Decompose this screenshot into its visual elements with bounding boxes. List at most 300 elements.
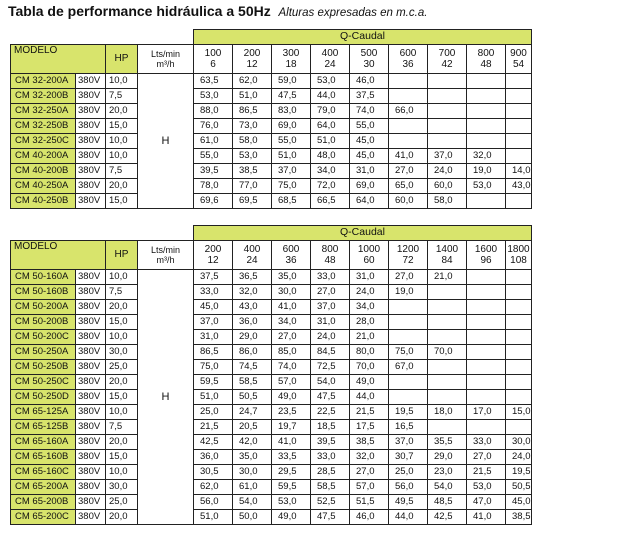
- head-value-cell: [467, 359, 506, 374]
- head-value-cell: 56,0: [194, 494, 233, 509]
- head-value-cell: 55,0: [272, 133, 311, 148]
- head-value-cell: [428, 299, 467, 314]
- head-value-cell: 75,0: [389, 344, 428, 359]
- model-cell: CM 32-200A: [11, 73, 76, 88]
- voltage-cell: 380V: [76, 344, 106, 359]
- model-cell: CM 40-200B: [11, 163, 76, 178]
- head-value-cell: 52,5: [311, 494, 350, 509]
- table-row: [11, 374, 532, 389]
- flow-m3h: 54: [512, 58, 525, 70]
- flow-header: [428, 240, 467, 269]
- head-value-cell: 28,0: [350, 314, 389, 329]
- flow-lts: 500: [360, 47, 378, 59]
- head-value-cell: 47,0: [467, 494, 506, 509]
- lts-min-label: Lts/min: [150, 48, 180, 59]
- hp-cell: 15,0: [106, 449, 138, 464]
- model-cell: CM 50-250B: [11, 359, 76, 374]
- head-value-cell: 60,0: [428, 178, 467, 193]
- head-value-cell: 36,0: [233, 314, 272, 329]
- head-value-cell: 22,5: [311, 404, 350, 419]
- head-value-cell: 66,5: [311, 193, 350, 208]
- head-value-cell: 41,0: [467, 509, 506, 524]
- model-column-header: MODELO: [11, 240, 106, 269]
- model-cell: CM 40-250A: [11, 178, 76, 193]
- model-cell: CM 65-200C: [11, 509, 76, 524]
- model-cell: CM 50-200B: [11, 314, 76, 329]
- flow-header: [311, 44, 350, 73]
- flow-lts: 600: [399, 47, 417, 59]
- head-value-cell: 78,0: [194, 178, 233, 193]
- head-value-cell: [428, 133, 467, 148]
- voltage-cell: 380V: [76, 269, 106, 284]
- head-value-cell: 69,0: [272, 118, 311, 133]
- head-value-cell: 76,0: [194, 118, 233, 133]
- flow-m3h: 6: [210, 58, 216, 70]
- head-value-cell: 62,0: [233, 73, 272, 88]
- head-value-cell: 51,0: [311, 133, 350, 148]
- flow-m3h: 12: [246, 58, 258, 70]
- table-row: [11, 299, 532, 314]
- head-value-cell: 39,5: [311, 434, 350, 449]
- head-value-cell: 38,5: [233, 163, 272, 178]
- head-value-cell: 60,0: [389, 193, 428, 208]
- model-cell: CM 65-125B: [11, 419, 76, 434]
- head-value-cell: 18,5: [311, 419, 350, 434]
- head-value-cell: 79,0: [311, 103, 350, 118]
- head-value-cell: 23,5: [272, 404, 311, 419]
- model-cell: CM 50-250C: [11, 374, 76, 389]
- head-value-cell: 85,0: [272, 344, 311, 359]
- flow-lts: 100: [204, 47, 222, 59]
- head-value-cell: 51,5: [350, 494, 389, 509]
- hp-cell: 20,0: [106, 299, 138, 314]
- m3h-label: m³/h: [156, 254, 175, 265]
- head-value-cell: 38,5: [350, 434, 389, 449]
- flow-lts: 200: [204, 243, 222, 255]
- model-cell: CM 50-200C: [11, 329, 76, 344]
- flow-m3h: 72: [402, 254, 414, 266]
- head-value-cell: 31,0: [350, 163, 389, 178]
- head-value-cell: 51,0: [194, 389, 233, 404]
- flow-m3h: 36: [285, 254, 297, 266]
- flow-m3h: 12: [207, 254, 219, 266]
- head-value-cell: 34,0: [272, 314, 311, 329]
- voltage-cell: 380V: [76, 479, 106, 494]
- table-row: [11, 479, 532, 494]
- hp-cell: 10,0: [106, 329, 138, 344]
- head-value-cell: 27,0: [467, 449, 506, 464]
- head-value-cell: [506, 344, 532, 359]
- head-value-cell: 21,5: [467, 464, 506, 479]
- head-value-cell: 19,5: [506, 464, 532, 479]
- head-value-cell: [467, 389, 506, 404]
- head-value-cell: 66,0: [389, 103, 428, 118]
- head-value-cell: 53,0: [194, 88, 233, 103]
- flow-header: [389, 240, 428, 269]
- head-value-cell: 36,5: [233, 269, 272, 284]
- page-title: [8, 3, 427, 19]
- flow-header: [506, 44, 532, 73]
- performance-table-2: [10, 225, 532, 525]
- head-value-cell: 74,0: [350, 103, 389, 118]
- flow-m3h: 48: [324, 254, 336, 266]
- head-value-cell: 37,0: [311, 299, 350, 314]
- head-value-cell: 64,0: [311, 118, 350, 133]
- head-value-cell: 37,0: [428, 148, 467, 163]
- hp-cell: 10,0: [106, 73, 138, 88]
- head-value-cell: 21,5: [350, 404, 389, 419]
- head-value-cell: 41,0: [272, 299, 311, 314]
- head-value-cell: 30,0: [233, 464, 272, 479]
- head-value-cell: 37,5: [350, 88, 389, 103]
- model-cell: CM 65-125A: [11, 404, 76, 419]
- head-value-cell: 27,0: [311, 284, 350, 299]
- head-value-cell: [428, 314, 467, 329]
- head-value-cell: 34,0: [350, 299, 389, 314]
- table-row: [11, 103, 532, 118]
- head-value-cell: 57,0: [272, 374, 311, 389]
- head-value-cell: 17,0: [467, 404, 506, 419]
- flow-m3h: 48: [480, 58, 492, 70]
- head-value-cell: 46,0: [350, 509, 389, 524]
- flow-lts: 1400: [435, 243, 459, 255]
- head-value-cell: [467, 374, 506, 389]
- head-value-cell: [506, 374, 532, 389]
- flow-header: [428, 44, 467, 73]
- head-value-cell: 45,0: [506, 494, 532, 509]
- flow-header: [467, 44, 506, 73]
- head-value-cell: 31,0: [194, 329, 233, 344]
- voltage-cell: 380V: [76, 73, 106, 88]
- head-value-cell: 43,0: [506, 178, 532, 193]
- head-value-cell: 30,0: [506, 434, 532, 449]
- head-value-cell: 50,0: [233, 509, 272, 524]
- h-label: H: [138, 73, 194, 208]
- head-value-cell: 45,0: [350, 148, 389, 163]
- flow-header: [506, 240, 532, 269]
- head-value-cell: 24,0: [428, 163, 467, 178]
- head-value-cell: 23,0: [428, 464, 467, 479]
- head-value-cell: 58,0: [233, 133, 272, 148]
- voltage-cell: 380V: [76, 374, 106, 389]
- head-value-cell: 47,5: [311, 509, 350, 524]
- head-value-cell: 24,7: [233, 404, 272, 419]
- model-cell: CM 65-200A: [11, 479, 76, 494]
- head-value-cell: 31,0: [350, 269, 389, 284]
- head-value-cell: 69,5: [233, 193, 272, 208]
- flow-unit-header: [138, 44, 194, 73]
- table-row: [11, 419, 532, 434]
- head-value-cell: 70,0: [350, 359, 389, 374]
- flow-m3h: 96: [480, 254, 492, 266]
- head-value-cell: 62,0: [194, 479, 233, 494]
- voltage-cell: 380V: [76, 404, 106, 419]
- head-value-cell: 21,5: [194, 419, 233, 434]
- head-value-cell: 41,0: [272, 434, 311, 449]
- head-value-cell: 83,0: [272, 103, 311, 118]
- head-value-cell: 33,0: [311, 449, 350, 464]
- head-value-cell: 33,0: [467, 434, 506, 449]
- flow-lts: 800: [321, 243, 339, 255]
- head-value-cell: 69,0: [350, 178, 389, 193]
- title-main: Tabla de performance hidráulica a 50Hz: [8, 3, 271, 19]
- head-value-cell: 42,5: [428, 509, 467, 524]
- head-value-cell: [389, 374, 428, 389]
- flow-header: [467, 240, 506, 269]
- hp-cell: 15,0: [106, 193, 138, 208]
- hp-cell: 30,0: [106, 344, 138, 359]
- flow-lts: 400: [243, 243, 261, 255]
- flow-header: [350, 44, 389, 73]
- head-value-cell: [467, 118, 506, 133]
- head-value-cell: 16,5: [389, 419, 428, 434]
- table-row: [11, 133, 532, 148]
- hp-cell: 20,0: [106, 178, 138, 193]
- hp-cell: 15,0: [106, 314, 138, 329]
- flow-header: [194, 240, 233, 269]
- voltage-cell: 380V: [76, 88, 106, 103]
- head-value-cell: 51,0: [272, 148, 311, 163]
- table-row: [11, 284, 532, 299]
- head-value-cell: 53,0: [311, 73, 350, 88]
- head-value-cell: 45,0: [350, 133, 389, 148]
- head-value-cell: 30,0: [272, 284, 311, 299]
- head-value-cell: 34,0: [311, 163, 350, 178]
- flow-m3h: 36: [402, 58, 414, 70]
- head-value-cell: 75,0: [194, 359, 233, 374]
- table-row: [11, 163, 532, 178]
- head-value-cell: [389, 118, 428, 133]
- head-value-cell: [428, 284, 467, 299]
- head-value-cell: 53,0: [467, 479, 506, 494]
- header-spacer: [11, 226, 194, 241]
- head-value-cell: 41,0: [389, 148, 428, 163]
- head-value-cell: [428, 374, 467, 389]
- head-value-cell: 44,0: [311, 88, 350, 103]
- head-value-cell: 27,0: [389, 163, 428, 178]
- head-value-cell: 19,0: [389, 284, 428, 299]
- column-header-row: [11, 240, 532, 269]
- hp-cell: 25,0: [106, 359, 138, 374]
- table-row: [11, 269, 532, 284]
- head-value-cell: 14,0: [506, 163, 532, 178]
- head-value-cell: 46,0: [350, 73, 389, 88]
- voltage-cell: 380V: [76, 148, 106, 163]
- voltage-cell: 380V: [76, 299, 106, 314]
- flow-header: [233, 240, 272, 269]
- head-value-cell: 72,0: [311, 178, 350, 193]
- head-value-cell: [389, 88, 428, 103]
- head-value-cell: [389, 73, 428, 88]
- table-row: [11, 73, 532, 88]
- head-value-cell: 50,5: [233, 389, 272, 404]
- hp-cell: 10,0: [106, 464, 138, 479]
- head-value-cell: [467, 88, 506, 103]
- header-spacer: [11, 30, 194, 45]
- head-value-cell: 37,5: [194, 269, 233, 284]
- q-caudal-header: Q-Caudal: [194, 30, 532, 45]
- flow-lts: 700: [438, 47, 456, 59]
- q-caudal-header: Q-Caudal: [194, 226, 532, 241]
- head-value-cell: [467, 329, 506, 344]
- flow-lts: 1200: [396, 243, 420, 255]
- head-value-cell: 48,0: [311, 148, 350, 163]
- head-value-cell: [428, 389, 467, 404]
- head-value-cell: 51,0: [233, 88, 272, 103]
- head-value-cell: [506, 299, 532, 314]
- flow-header: [272, 44, 311, 73]
- head-value-cell: 74,0: [272, 359, 311, 374]
- head-value-cell: 74,5: [233, 359, 272, 374]
- head-value-cell: [506, 314, 532, 329]
- head-value-cell: 19,0: [467, 163, 506, 178]
- head-value-cell: 20,5: [233, 419, 272, 434]
- head-value-cell: 55,0: [350, 118, 389, 133]
- table-row: [11, 494, 532, 509]
- head-value-cell: [467, 103, 506, 118]
- table-row: [11, 344, 532, 359]
- head-value-cell: 24,0: [506, 449, 532, 464]
- hp-cell: 10,0: [106, 404, 138, 419]
- head-value-cell: 54,0: [311, 374, 350, 389]
- head-value-cell: 54,0: [428, 479, 467, 494]
- voltage-cell: 380V: [76, 464, 106, 479]
- head-value-cell: [467, 419, 506, 434]
- voltage-cell: 380V: [76, 419, 106, 434]
- model-cell: CM 40-200A: [11, 148, 76, 163]
- head-value-cell: 35,5: [428, 434, 467, 449]
- head-value-cell: 24,0: [350, 284, 389, 299]
- head-value-cell: 29,0: [233, 329, 272, 344]
- head-value-cell: 86,5: [233, 103, 272, 118]
- head-value-cell: 24,0: [311, 329, 350, 344]
- performance-table-1: [10, 29, 532, 209]
- model-cell: CM 50-160B: [11, 284, 76, 299]
- voltage-cell: 380V: [76, 389, 106, 404]
- head-value-cell: [506, 88, 532, 103]
- head-value-cell: 45,0: [194, 299, 233, 314]
- hp-cell: 15,0: [106, 118, 138, 133]
- head-value-cell: 59,5: [272, 479, 311, 494]
- table-row: [11, 359, 532, 374]
- head-value-cell: 49,0: [272, 509, 311, 524]
- head-value-cell: [467, 193, 506, 208]
- voltage-cell: 380V: [76, 133, 106, 148]
- head-value-cell: 57,0: [350, 479, 389, 494]
- flow-m3h: 42: [441, 58, 453, 70]
- table-row: [11, 148, 532, 163]
- head-value-cell: [506, 329, 532, 344]
- head-value-cell: [506, 193, 532, 208]
- flow-lts: 200: [243, 47, 261, 59]
- model-cell: CM 50-160A: [11, 269, 76, 284]
- head-value-cell: [428, 329, 467, 344]
- title-subtitle: Alturas expresadas en m.c.a.: [278, 7, 428, 19]
- head-value-cell: 67,0: [389, 359, 428, 374]
- head-value-cell: 68,5: [272, 193, 311, 208]
- hp-cell: 7,5: [106, 163, 138, 178]
- head-value-cell: 73,0: [233, 118, 272, 133]
- table-row: [11, 193, 532, 208]
- hp-cell: 7,5: [106, 88, 138, 103]
- head-value-cell: 64,0: [350, 193, 389, 208]
- head-value-cell: [506, 118, 532, 133]
- table-row: [11, 88, 532, 103]
- head-value-cell: 29,0: [428, 449, 467, 464]
- voltage-cell: 380V: [76, 103, 106, 118]
- head-value-cell: 84,5: [311, 344, 350, 359]
- table-row: [11, 178, 532, 193]
- head-value-cell: [506, 103, 532, 118]
- flow-m3h: 24: [324, 58, 336, 70]
- head-value-cell: 27,0: [389, 269, 428, 284]
- head-value-cell: [428, 419, 467, 434]
- column-header-row: [11, 44, 532, 73]
- head-value-cell: 53,0: [272, 494, 311, 509]
- head-value-cell: 21,0: [350, 329, 389, 344]
- q-caudal-row: [11, 30, 532, 45]
- head-value-cell: 58,5: [233, 374, 272, 389]
- head-value-cell: 37,0: [389, 434, 428, 449]
- head-value-cell: 19,5: [389, 404, 428, 419]
- flow-lts: 300: [282, 47, 300, 59]
- head-value-cell: [428, 73, 467, 88]
- head-value-cell: [467, 284, 506, 299]
- head-value-cell: 88,0: [194, 103, 233, 118]
- head-value-cell: [506, 73, 532, 88]
- head-value-cell: 32,0: [350, 449, 389, 464]
- hp-cell: 15,0: [106, 389, 138, 404]
- head-value-cell: [428, 103, 467, 118]
- model-cell: CM 65-160B: [11, 449, 76, 464]
- head-value-cell: 28,5: [311, 464, 350, 479]
- h-label: H: [138, 269, 194, 524]
- head-value-cell: [506, 133, 532, 148]
- model-cell: CM 65-160A: [11, 434, 76, 449]
- head-value-cell: 25,0: [389, 464, 428, 479]
- head-value-cell: 54,0: [233, 494, 272, 509]
- flow-lts: 800: [477, 47, 495, 59]
- head-value-cell: [389, 389, 428, 404]
- voltage-cell: 380V: [76, 509, 106, 524]
- flow-unit-header: [138, 240, 194, 269]
- table-row: [11, 404, 532, 419]
- head-value-cell: [506, 148, 532, 163]
- table-row: [11, 464, 532, 479]
- head-value-cell: [428, 88, 467, 103]
- head-value-cell: 25,0: [194, 404, 233, 419]
- model-cell: CM 50-200A: [11, 299, 76, 314]
- hp-cell: 7,5: [106, 284, 138, 299]
- hp-cell: 10,0: [106, 133, 138, 148]
- flow-lts: 600: [282, 243, 300, 255]
- head-value-cell: 58,0: [428, 193, 467, 208]
- flow-lts: 900: [510, 47, 527, 59]
- head-value-cell: 35,0: [272, 269, 311, 284]
- head-value-cell: 80,0: [350, 344, 389, 359]
- hp-cell: 20,0: [106, 374, 138, 389]
- head-value-cell: 56,0: [389, 479, 428, 494]
- model-cell: CM 32-200B: [11, 88, 76, 103]
- flow-m3h: 84: [441, 254, 453, 266]
- voltage-cell: 380V: [76, 314, 106, 329]
- flow-m3h: 60: [363, 254, 375, 266]
- voltage-cell: 380V: [76, 163, 106, 178]
- head-value-cell: [506, 389, 532, 404]
- head-value-cell: 37,0: [194, 314, 233, 329]
- head-value-cell: 44,0: [389, 509, 428, 524]
- head-value-cell: [506, 269, 532, 284]
